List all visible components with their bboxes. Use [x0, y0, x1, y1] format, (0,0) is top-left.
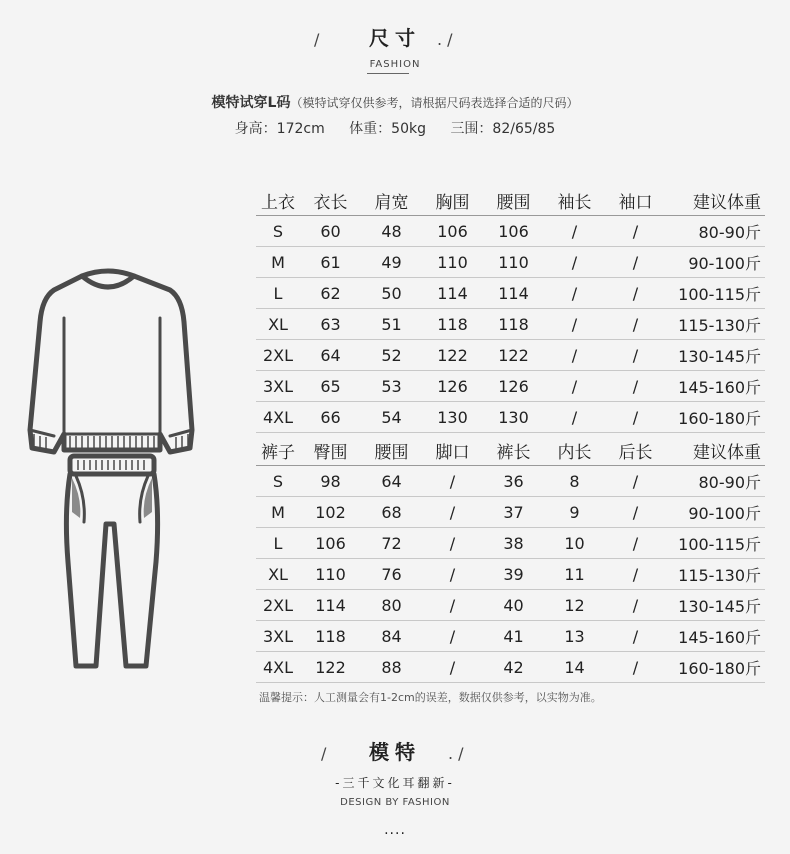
pants-table-cell: 42 — [483, 652, 544, 683]
top-table-header-cell: 袖长 — [544, 185, 605, 216]
top-table-cell: 62 — [300, 278, 361, 309]
pants-table-cell: 115-130斤 — [666, 559, 765, 590]
pants-table-cell: / — [422, 528, 483, 559]
top-table-cell: 50 — [361, 278, 422, 309]
pants-table-cell: 76 — [361, 559, 422, 590]
top-table-cell: 100-115斤 — [666, 278, 765, 309]
top-table-cell: / — [544, 278, 605, 309]
pants-table-cell: 102 — [300, 497, 361, 528]
top-table-cell: 110 — [422, 247, 483, 278]
pants-table-cell: 100-115斤 — [666, 528, 765, 559]
ellipsis-dots: .... — [384, 822, 406, 838]
top-table-cell: / — [544, 402, 605, 433]
top-table-cell: 115-130斤 — [666, 309, 765, 340]
top-table-cell: 126 — [483, 371, 544, 402]
top-table-header-cell: 肩宽 — [361, 185, 422, 216]
pants-table-cell: / — [422, 652, 483, 683]
top-table-cell: L — [256, 278, 300, 309]
pants-table-row — [256, 652, 765, 683]
pants-table-header-cell: 腰围 — [361, 435, 422, 466]
top-table-cell: 130 — [422, 402, 483, 433]
pants-table-cell: 110 — [300, 559, 361, 590]
top-table-cell: / — [605, 402, 666, 433]
model-section-title: 模特 — [369, 740, 421, 764]
pants-table-cell: / — [422, 621, 483, 652]
pants-table-row — [256, 621, 765, 652]
pants-table-cell: 12 — [544, 590, 605, 621]
pants-table-cell: 114 — [300, 590, 361, 621]
pants-table-row — [256, 590, 765, 621]
top-table-cell: 66 — [300, 402, 361, 433]
pants-table-cell: 90-100斤 — [666, 497, 765, 528]
pants-table-cell: 10 — [544, 528, 605, 559]
pants-table-row — [256, 559, 765, 590]
top-table-header-cell: 袖口 — [605, 185, 666, 216]
top-table-cell: / — [605, 216, 666, 247]
pants-table-cell: / — [422, 497, 483, 528]
top-table-cell: 122 — [483, 340, 544, 371]
pants-table-header-cell: 裤长 — [483, 435, 544, 466]
pants-table-cell: 122 — [300, 652, 361, 683]
model-three-sizes: 三围：82/65/85 — [450, 121, 556, 137]
top-table-cell: 49 — [361, 247, 422, 278]
pants-table-cell: 130-145斤 — [666, 590, 765, 621]
pants-table-cell: 118 — [300, 621, 361, 652]
pants-table-row — [256, 528, 765, 559]
top-table-cell: 64 — [300, 340, 361, 371]
garment-illustration — [20, 262, 205, 674]
pants-table-cell: / — [605, 559, 666, 590]
top-table-header-cell: 建议体重 — [666, 185, 765, 216]
top-table-cell: / — [605, 340, 666, 371]
pants-table-cell: / — [605, 590, 666, 621]
top-table-row — [256, 340, 765, 371]
top-table-cell: 52 — [361, 340, 422, 371]
pants-table-cell: 145-160斤 — [666, 621, 765, 652]
pants-table-cell: 11 — [544, 559, 605, 590]
pants-size-table — [256, 435, 765, 683]
pants-table-cell: 80 — [361, 590, 422, 621]
header-slash-left: / — [314, 30, 320, 49]
top-table-row — [256, 371, 765, 402]
pants-table-header-cell: 内长 — [544, 435, 605, 466]
top-table-cell: 118 — [483, 309, 544, 340]
top-table-header-cell: 胸围 — [422, 185, 483, 216]
pants-table-cell: 36 — [483, 466, 544, 497]
pants-table-header-cell: 建议体重 — [666, 435, 765, 466]
model-slash-left: / — [321, 744, 327, 763]
top-table-cell: / — [544, 309, 605, 340]
pants-table-cell: 13 — [544, 621, 605, 652]
pants-table-cell: 3XL — [256, 621, 300, 652]
model-height: 身高：172cm — [234, 121, 325, 137]
pants-table-cell: 41 — [483, 621, 544, 652]
top-table-cell: 53 — [361, 371, 422, 402]
top-table-cell: 4XL — [256, 402, 300, 433]
pants-table-header-cell: 裤子 — [256, 435, 300, 466]
top-table-cell: 63 — [300, 309, 361, 340]
pants-table-cell: 40 — [483, 590, 544, 621]
size-section-title: 尺寸 — [369, 26, 421, 50]
pants-table-header-cell: 后长 — [605, 435, 666, 466]
top-table-cell: 61 — [300, 247, 361, 278]
pants-table-cell: / — [605, 466, 666, 497]
pants-waistband-rib — [78, 460, 144, 470]
top-table-header-cell: 腰围 — [483, 185, 544, 216]
pants-table-cell: / — [605, 528, 666, 559]
header-slash-right: . / — [437, 30, 453, 49]
pants-table-cell: 80-90斤 — [666, 466, 765, 497]
top-table-cell: 2XL — [256, 340, 300, 371]
model-fit-main: 模特试穿L码 — [211, 95, 291, 111]
top-table-cell: 126 — [422, 371, 483, 402]
top-table-header-row — [256, 185, 765, 216]
top-table-cell: 90-100斤 — [666, 247, 765, 278]
pants-table-cell: 38 — [483, 528, 544, 559]
pants-table-cell: 68 — [361, 497, 422, 528]
model-measurements — [0, 118, 790, 138]
top-table-cell: 60 — [300, 216, 361, 247]
subtitle-underline — [367, 73, 409, 74]
pants-table-cell: L — [256, 528, 300, 559]
top-table-cell: 106 — [422, 216, 483, 247]
top-table-header-cell: 上衣 — [256, 185, 300, 216]
top-table-cell: 80-90斤 — [666, 216, 765, 247]
pants-table-row — [256, 466, 765, 497]
pants-table-header-row — [256, 435, 765, 466]
top-table-cell: / — [605, 309, 666, 340]
top-table-cell: 160-180斤 — [666, 402, 765, 433]
top-table-cell: 48 — [361, 216, 422, 247]
top-table-cell: M — [256, 247, 300, 278]
top-table-cell: / — [544, 340, 605, 371]
pants-table-cell: 8 — [544, 466, 605, 497]
top-table-row — [256, 402, 765, 433]
size-section-subtitle: FASHION — [369, 59, 421, 70]
pants-table-cell: 160-180斤 — [666, 652, 765, 683]
pants-table-cell: 84 — [361, 621, 422, 652]
top-table-cell: 106 — [483, 216, 544, 247]
pants-table-cell: 106 — [300, 528, 361, 559]
sweatshirt-outline-icon — [30, 271, 192, 452]
top-table-cell: / — [605, 371, 666, 402]
pants-table-cell: / — [605, 497, 666, 528]
pants-table-cell: / — [422, 466, 483, 497]
top-table-cell: 51 — [361, 309, 422, 340]
top-table-row — [256, 309, 765, 340]
model-slash-right: . / — [448, 744, 464, 763]
pants-table-cell: / — [422, 559, 483, 590]
top-table-cell: 145-160斤 — [666, 371, 765, 402]
pants-table-cell: 64 — [361, 466, 422, 497]
top-table-cell: 3XL — [256, 371, 300, 402]
pants-table-cell: / — [422, 590, 483, 621]
top-table-cell: / — [605, 247, 666, 278]
top-table-row — [256, 247, 765, 278]
top-table-cell: / — [544, 371, 605, 402]
top-table-cell: 130 — [483, 402, 544, 433]
pants-table-cell: 9 — [544, 497, 605, 528]
pants-table-cell: / — [605, 621, 666, 652]
pants-table-cell: 2XL — [256, 590, 300, 621]
top-size-table — [256, 185, 765, 433]
top-table-header-cell: 衣长 — [300, 185, 361, 216]
pants-table-header-cell: 脚口 — [422, 435, 483, 466]
pants-table-cell: 88 — [361, 652, 422, 683]
pants-table-row — [256, 497, 765, 528]
measurement-tip: 温馨提示：人工测量会有1-2cm的误差，数据仅供参考，以实物为准。 — [259, 691, 602, 704]
brand-tagline: -三千文化耳翻新- — [335, 776, 455, 790]
model-section-header — [0, 736, 790, 766]
pants-table-cell: / — [605, 652, 666, 683]
top-table-row — [256, 216, 765, 247]
size-section-header — [0, 22, 790, 52]
jogger-pants-outline-icon — [66, 456, 157, 666]
pants-table-cell: 4XL — [256, 652, 300, 683]
pants-table-cell: 98 — [300, 466, 361, 497]
pants-table-cell: 37 — [483, 497, 544, 528]
top-table-cell: / — [544, 216, 605, 247]
top-table-cell: / — [605, 278, 666, 309]
model-fit-info — [0, 92, 790, 112]
top-table-cell: 114 — [483, 278, 544, 309]
pants-table-cell: M — [256, 497, 300, 528]
pants-table-cell: 72 — [361, 528, 422, 559]
top-table-cell: 122 — [422, 340, 483, 371]
pants-table-cell: 39 — [483, 559, 544, 590]
design-by-label: DESIGN BY FASHION — [340, 797, 450, 808]
model-fit-note: （模特试穿仅供参考，请根据尺码表选择合适的尺码） — [290, 96, 579, 110]
top-table-row — [256, 278, 765, 309]
top-table-cell: 110 — [483, 247, 544, 278]
top-table-cell: 65 — [300, 371, 361, 402]
top-table-cell: 130-145斤 — [666, 340, 765, 371]
top-table-cell: 114 — [422, 278, 483, 309]
top-table-cell: 118 — [422, 309, 483, 340]
top-table-cell: S — [256, 216, 300, 247]
top-table-cell: 54 — [361, 402, 422, 433]
pants-table-cell: 14 — [544, 652, 605, 683]
pants-table-cell: XL — [256, 559, 300, 590]
top-table-cell: / — [544, 247, 605, 278]
model-weight: 体重：50kg — [349, 121, 426, 137]
pants-table-header-cell: 臀围 — [300, 435, 361, 466]
top-table-cell: XL — [256, 309, 300, 340]
pants-table-cell: S — [256, 466, 300, 497]
